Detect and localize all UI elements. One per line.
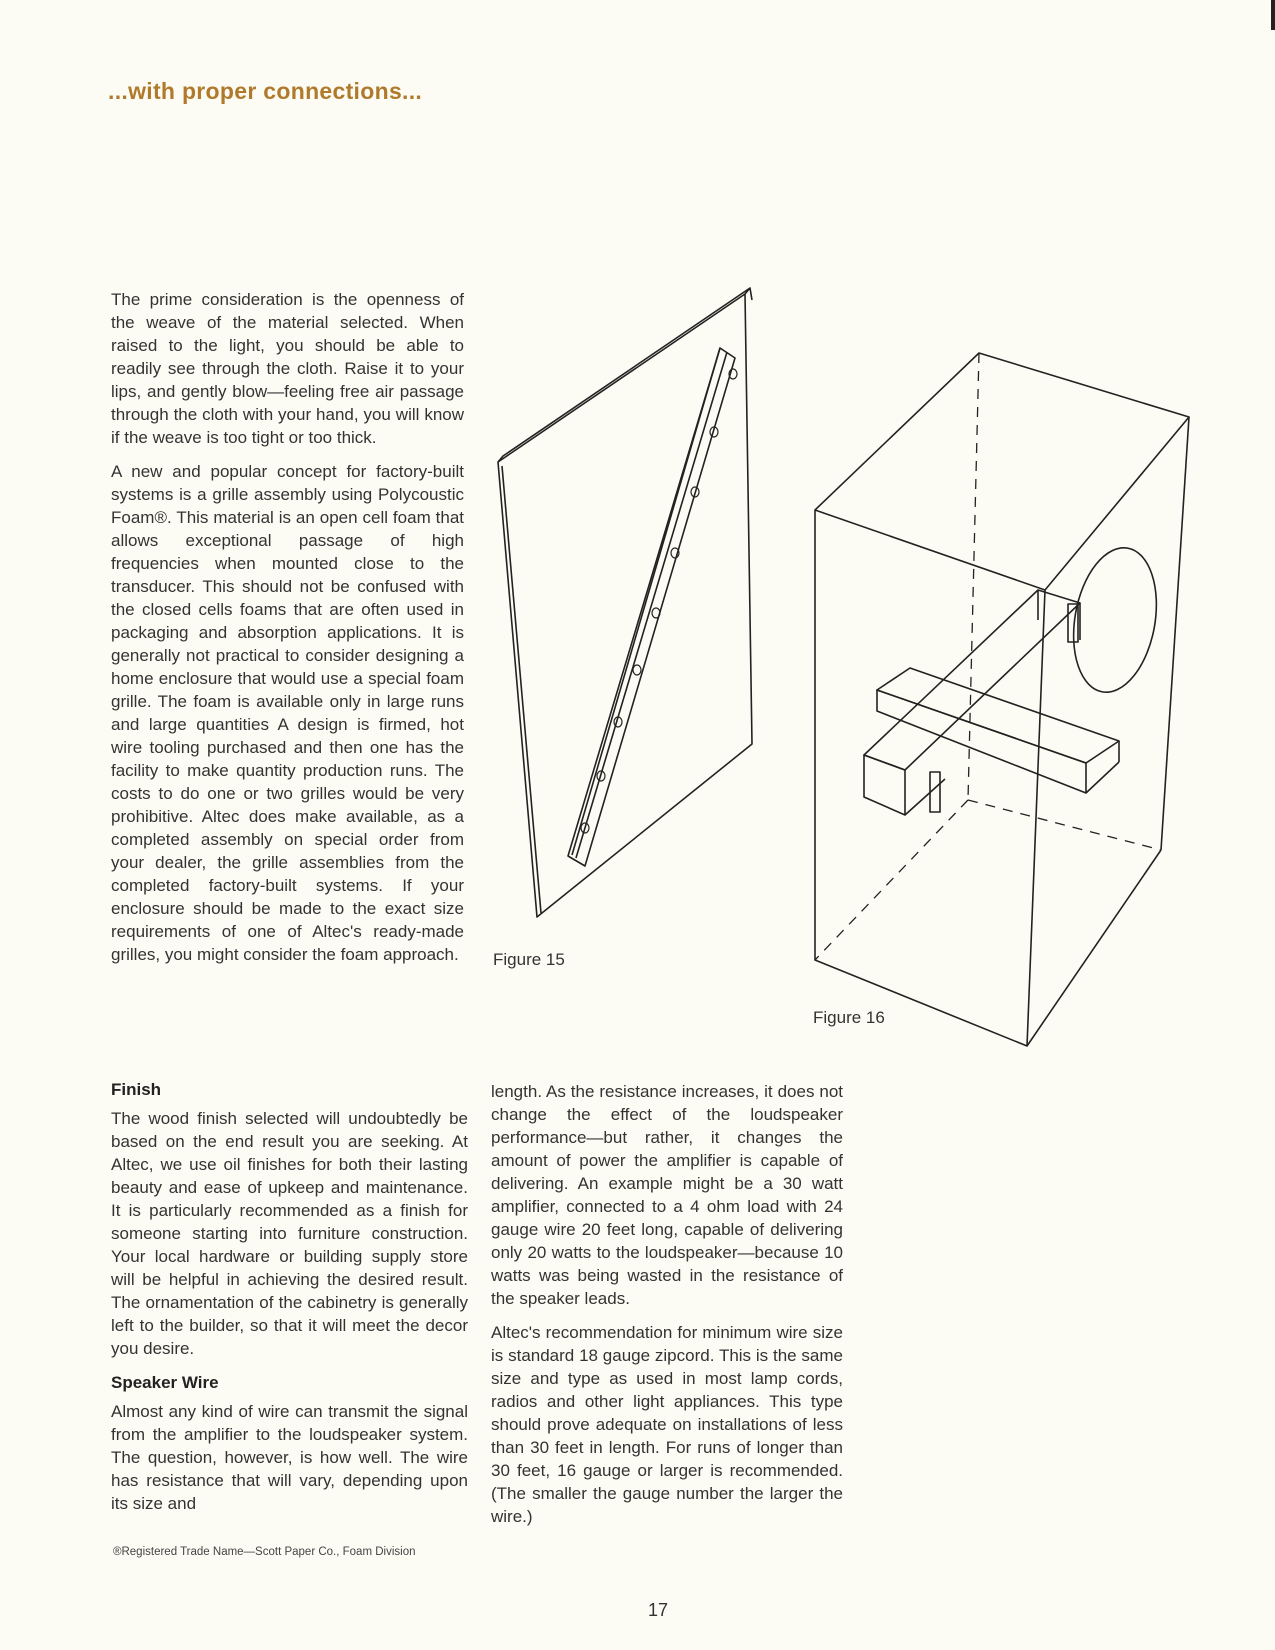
page-number: 17 [648,1600,669,1620]
section-header: ...with proper connections... [108,78,423,104]
figure-15-caption: Figure 15 [493,950,565,969]
speaker-wire-heading: Speaker Wire [111,1373,219,1392]
figure-16-caption: Figure 16 [813,1008,885,1027]
finish-paragraph: The wood finish selected will undoubtedly be based on the end result you are seeking. At Altec, we use oil finishes for both their lasting beauty and ease of upkeep and maintenance. It is particularly recommended as a finish for someone starting into furniture construction. Your local hardware or building supply store will be helpful in achieving the desired result. The ornamentation of the cabinetry is generally left to the builder, so that it will meet the decor you desire. [111,1109,468,1358]
paragraph-foam: A new and popular concept for factory-built systems is a grille assembly using Polycoustic Foam®. This material is an open cell foam that allows exceptional passage of high frequencies when mounted close to the transducer. This should not be confused with the closed cells foams that are often used in packaging and absorption applications. It is generally not practical to consider designing a home enclosure that would use a special foam grille. The foam is available only in large runs and large quantities A design is firmed, hot wire tooling purchased and then one has the facility to make quantity production runs. The costs to do one or two grilles would be very prohibitive. Altec does make available, as a completed assembly on special order from your dealer, the grille assemblies from the completed factory-built systems. If your enclosure should be made to the exact size requirements of one of Altec's ready-made grilles, you might consider the foam approach. [111,462,464,964]
speaker-wire-paragraph: Almost any kind of wire can transmit the signal from the amplifier to the loudspeaker system. The question, however, is how well. The wire has resistance that will vary, depending upon its size and [111,1402,468,1513]
paragraph-weave: The prime consideration is the openness of the weave of the material selected. When raised to the light, you should be able to readily see through the cloth. Raise it to your lips, and gently blow—feeling free air passage through the cloth with your hand, you will know if the weave is too tight or too thick. [111,290,464,447]
finish-heading: Finish [111,1080,162,1099]
paragraph-resistance: length. As the resistance increases, it does not change the effect of the loudspeaker performance—but rather, it changes the amount of power the amplifier is capable of delivering. An example might be a 30 watt amplifier, connected to a 4 ohm load with 24 gauge wire 20 feet long, capable of delivering only 20 watts to the loudspeaker—because 10 watts was being wasted in the resistance of the speaker leads. [491,1082,843,1308]
paragraph-wire-recommendation: Altec's recommendation for minimum wire size is standard 18 gauge zipcord. This is the same size and type as used in most lamp cords, radios and other light appliances. This type should prove adequate on installations of less than 30 feet in length. For runs of longer than 30 feet, 16 gauge or larger is recommended. (The smaller the gauge number the larger the wire.) [491,1323,843,1526]
footnote: ®Registered Trade Name—Scott Paper Co., Foam Division [113,1546,416,1558]
